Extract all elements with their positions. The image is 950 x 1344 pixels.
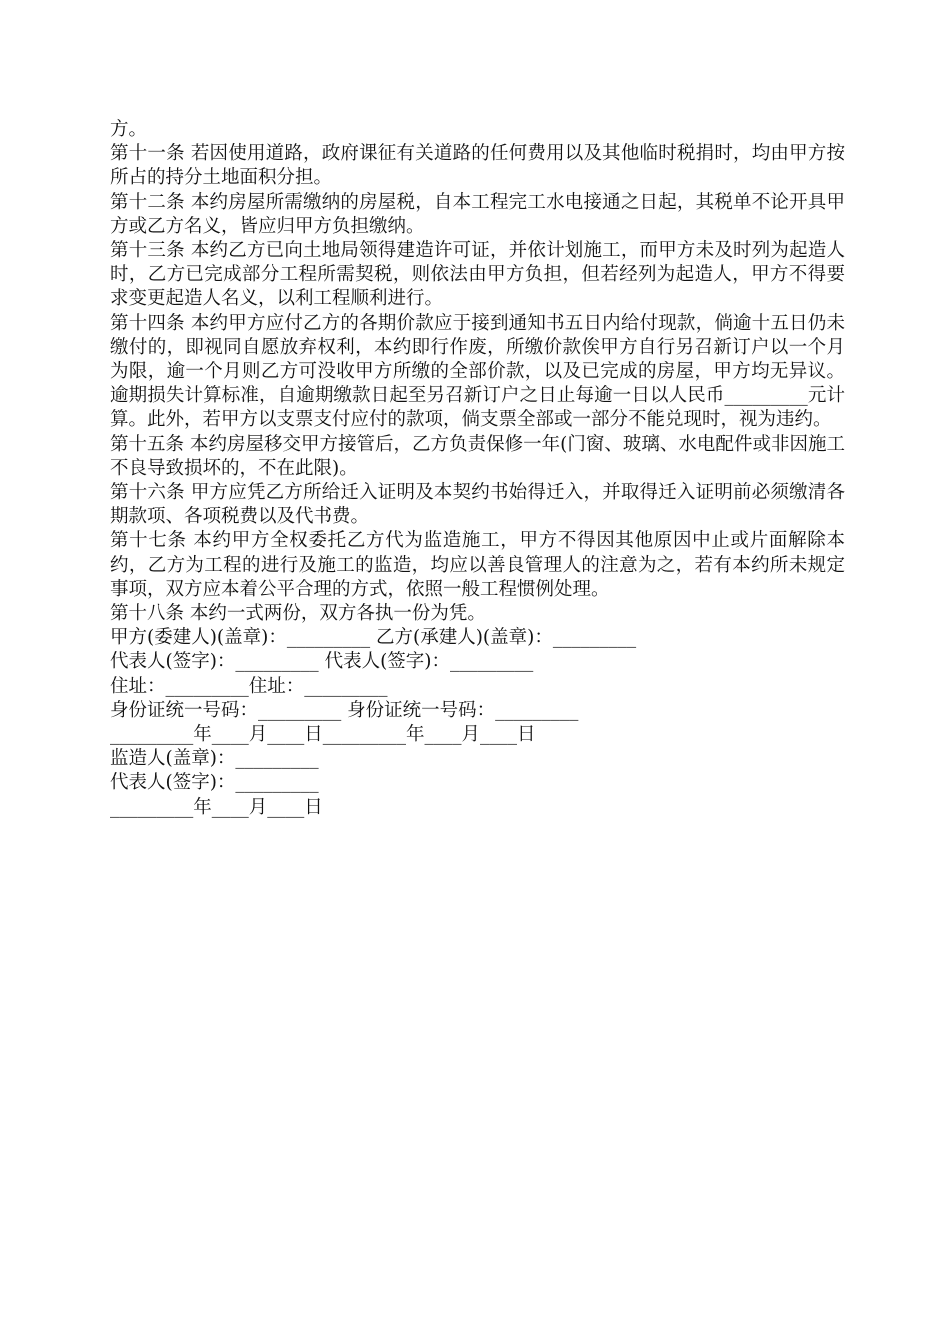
article-17: 第十七条 本约甲方全权委托乙方代为监造施工，甲方不得因其他原因中止或片面解除本约，乙方为工程的进行及施工的监造，均应以善良管理人的注意为之，若有本约所未规定事项，双方应本着公平合理的方式，依照一般工程惯例处理。	[110, 530, 845, 600]
article-18: 第十八条 本约一式两份，双方各执一份为凭。	[110, 603, 486, 625]
article-12: 第十二条 本约房屋所需缴纳的房屋税，自本工程完工水电接通之日起，其税单不论开具甲方或乙方名义，皆应归甲方负担缴纳。	[110, 191, 845, 237]
article-14: 第十四条 本约甲方应付乙方的各期价款应于接到通知书五日内给付现款，倘逾十五日仍未缴付的，即视同自愿放弃权利，本约即行作废，所缴价款俟甲方自行另召新订户以一个月为限，逾一个月则乙方可没收甲方所缴的全部价款，以及已完成的房屋，甲方均无异议。逾期损失计算标准，自逾期缴款日起至另召新订户之日止每逾一日以人民币_________元计算。此外，若甲方以支票支付应付的款项，倘支票全部或一部分不能兑现时，视为违约。	[110, 312, 845, 431]
supervisor-date: _________年____月____日	[110, 796, 323, 818]
article-16: 第十六条 甲方应凭乙方所给迁入证明及本契约书始得迁入，并取得迁入证明前必须缴清各期款项、各项税费以及代书费。	[110, 482, 845, 528]
signature-dates: _________年____月____日_________年____月____日	[110, 724, 536, 746]
signature-representatives: 代表人(签字)：_________ 代表人(签字)：_________	[110, 651, 534, 673]
article-13: 第十三条 本约乙方已向土地局领得建造许可证，并依计划施工，而甲方未及时列为起造人时，乙方已完成部分工程所需契税，则依法由甲方负担，但若经列为起造人，甲方不得要求变更起造人名义，以利工程顺利进行。	[110, 240, 845, 310]
article-11: 第十一条 若因使用道路，政府课征有关道路的任何费用以及其他临时税捐时，均由甲方按所占的持分土地面积分担。	[110, 143, 845, 189]
signature-parties-seal: 甲方(委建人)(盖章)：_________ 乙方(承建人)(盖章)：_________	[110, 627, 637, 649]
supervisor-representative: 代表人(签字)：_________	[110, 772, 319, 794]
paragraph-continuation: 方。	[110, 119, 148, 140]
signature-addresses: 住址：_________住址：_________	[110, 675, 388, 697]
supervisor-seal: 监造人(盖章)：_________	[110, 748, 319, 770]
document-page	[110, 118, 845, 820]
signature-block	[110, 626, 845, 820]
signature-id-numbers: 身份证统一号码：_________ 身份证统一号码：_________	[110, 699, 579, 721]
article-15: 第十五条 本约房屋移交甲方接管后，乙方负责保修一年(门窗、玻璃、水电配件或非因施工不良导致损坏的，不在此限)。	[110, 433, 845, 479]
